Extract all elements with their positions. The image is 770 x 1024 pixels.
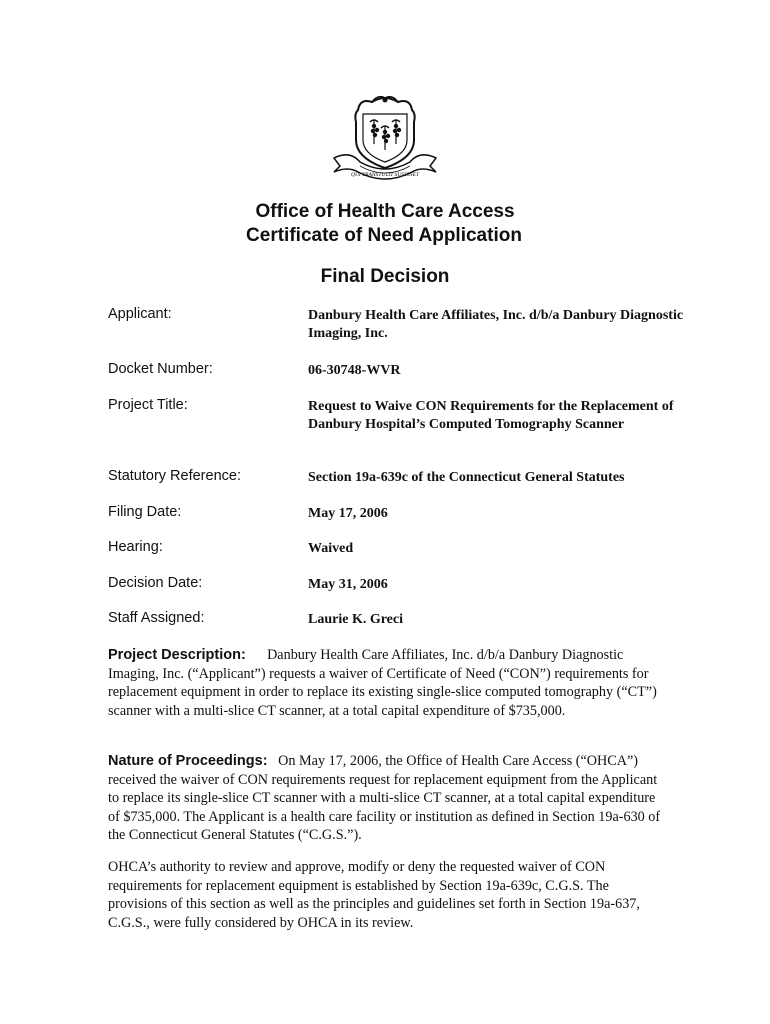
document-title-block [0,200,770,248]
state-seal-icon [330,92,440,192]
field-label: Statutory Reference: [108,468,241,484]
field-value: Request to Waive CON Requirements for the Replacement of Danbury Hospital’s Computed Tomography Scanner [308,399,674,432]
field-label: Docket Number: [108,361,213,377]
nature-of-proceedings-heading: Nature of Proceedings: [108,753,268,769]
field-label: Project Title: [108,397,188,413]
field-value: 06-30748-WVR [308,363,401,378]
nature-of-proceedings-text: On May 17, 2006, the Office of Health Care Access (“OHCA”) received the waiver of CON requirements request for replacement equipment from the Applicant to replace its single-slice CT scanner with a multi-slice CT scanner, at a total capital expenditure of $735,000. The Applicant is a health care facility or institution as defined in Section 19a-630 of the Connecticut General Statutes (“C.G.S.”). [108,753,661,844]
authority-paragraph: OHCA’s authority to review and approve, modify or deny the requested waiver of CON requirements for replacement equipment is established by Section 19a-639c, C.G.S. The provisions of this section as well as the principles and guidelines set forth in Section 19a-637, C.G.S., were fully considered by OHCA in its review. [108,859,640,931]
field-value: Section 19a-639c of the Connecticut General Statutes [308,470,625,485]
field-value: Danbury Health Care Affiliates, Inc. d/b/a Danbury Diagnostic Imaging, Inc. [308,308,684,341]
project-description-heading: Project Description: [108,647,246,663]
field-value: May 17, 2006 [308,506,388,521]
field-value: May 31, 2006 [308,577,388,592]
office-title: Office of Health Care Access [255,201,515,222]
project-description-text: Danbury Health Care Affiliates, Inc. d/b/a Danbury Diagnostic Imaging, Inc. (“Applicant”) requests a waiver of Certificate of Need (“CON”) requirements for replacement equipment in order to replace its existing single-slice computed tomography (“CT”) scanner with a multi-slice CT scanner, at a total capital expenditure of $735,000. [108,647,657,719]
field-label: Staff Assigned: [108,610,205,626]
project-description-paragraph [108,646,668,720]
field-label: Hearing: [108,539,163,555]
decision-title: Final Decision [320,266,450,287]
field-label: Filing Date: [108,504,182,520]
application-title: Certificate of Need Application [246,225,522,246]
nature-of-proceedings-paragraph [108,752,668,845]
field-value: Waived [308,541,354,556]
seal-motto: QUI TRANSTULIT SUSTINET [350,172,420,178]
field-value: Laurie K. Greci [308,612,403,627]
field-label: Decision Date: [108,575,203,591]
field-label: Applicant: [108,306,172,322]
